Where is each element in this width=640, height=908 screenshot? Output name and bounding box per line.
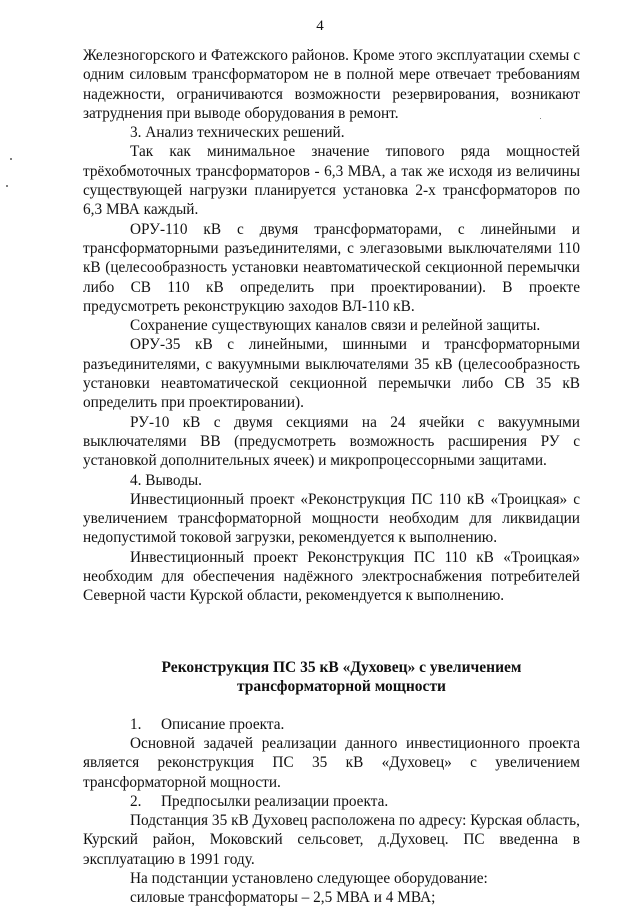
paragraph: силовые трансформаторы – 2,5 МВА и 4 МВА; bbox=[130, 889, 436, 907]
paragraph: ОРУ-110 кВ с двумя трансформаторами, с линейными и трансформаторными разъединителями, с элегазовыми выключателями 110 кВ (целесообразность установки неавтоматической секционной перемычки либо СВ 110 кВ определить при проектировании). В проекте предусмотреть реконструкцию заходов ВЛ-110 кВ. bbox=[83, 220, 580, 315]
heading-line: трансформаторной мощности bbox=[236, 678, 446, 696]
paragraph: Железногорского и Фатежского районов. Кроме этого эксплуатации схемы с одним силовым трансформатором не в полной мере отвечает требованиям надежности, ограничиваются возможности резервирования, возникают затруднения при выводе оборудования в ремонт. bbox=[83, 47, 580, 122]
page-number: 4 bbox=[316, 18, 324, 34]
heading-line: Реконструкция ПС 35 кВ «Духовец» с увеличением bbox=[161, 658, 522, 676]
paragraph: РУ-10 кВ с двумя секциями на 24 ячейки с вакуумными выключателями ВВ (предусмотреть возможность расширения РУ с установкой дополнительных ячеек) и микропроцессорными защитами. bbox=[83, 413, 580, 470]
project-heading bbox=[83, 658, 580, 697]
list-item-label: Предпосылки реализации проекта. bbox=[161, 792, 389, 810]
paragraph: На подстанции установлено следующее оборудование: bbox=[130, 869, 488, 887]
page-body bbox=[83, 46, 580, 908]
section-title-conclusions: 4. Выводы. bbox=[130, 471, 202, 489]
list-item-label: Описание проекта. bbox=[161, 715, 285, 733]
paragraph: Инвестиционный проект Реконструкция ПС 110 кВ «Троицкая» необходим для обеспечения надёжного электроснабжения потребителей Северной части Курской области, рекомендуется к выполнению. bbox=[83, 548, 580, 605]
paragraph: Сохранение существующих каналов связи и релейной защиты. bbox=[130, 317, 541, 335]
list-number: 1. bbox=[130, 715, 142, 733]
scan-speck bbox=[10, 158, 12, 160]
paragraph: Подстанция 35 кВ Духовец расположена по адресу: Курская область, Курский район, Моковский сельсовет, д.Духовец. ПС введенна в эксплуатацию в 1991 году. bbox=[83, 812, 580, 868]
list-item-description bbox=[83, 715, 580, 734]
paragraph: Основной задачей реализации данного инвестиционного проекта является реконструкция ПС 35 кВ «Духовец» с увеличением трансформаторной мощности. bbox=[83, 734, 580, 791]
scan-speck bbox=[540, 118, 541, 119]
list-item-prerequisites bbox=[83, 792, 580, 811]
paragraph: Так как минимальное значение типового ряда мощностей трёхобмоточных трансформаторов - 6,3 МВА, а так же исходя из величины существующей нагрузки планируется установка 2-х трансформаторов по 6,3 МВА каждый. bbox=[83, 143, 580, 219]
scan-speck bbox=[6, 185, 8, 187]
paragraph: Инвестиционный проект «Реконструкция ПС 110 кВ «Троицкая» с увеличением трансформаторной мощности необходим для ликвидации недопустимой токовой загрузки, рекомендуется к выполнению. bbox=[83, 490, 580, 547]
list-number: 2. bbox=[130, 792, 142, 810]
section-title-analysis: 3. Анализ технических решений. bbox=[130, 124, 345, 142]
paragraph: ОРУ-35 кВ с линейными, шинными и трансформаторными разъединителями, с вакуумными выключателями 35 кВ (целесообразность установки неавтоматической секционной перемычки либо СВ 35 кВ определить при проектировании). bbox=[83, 336, 580, 412]
